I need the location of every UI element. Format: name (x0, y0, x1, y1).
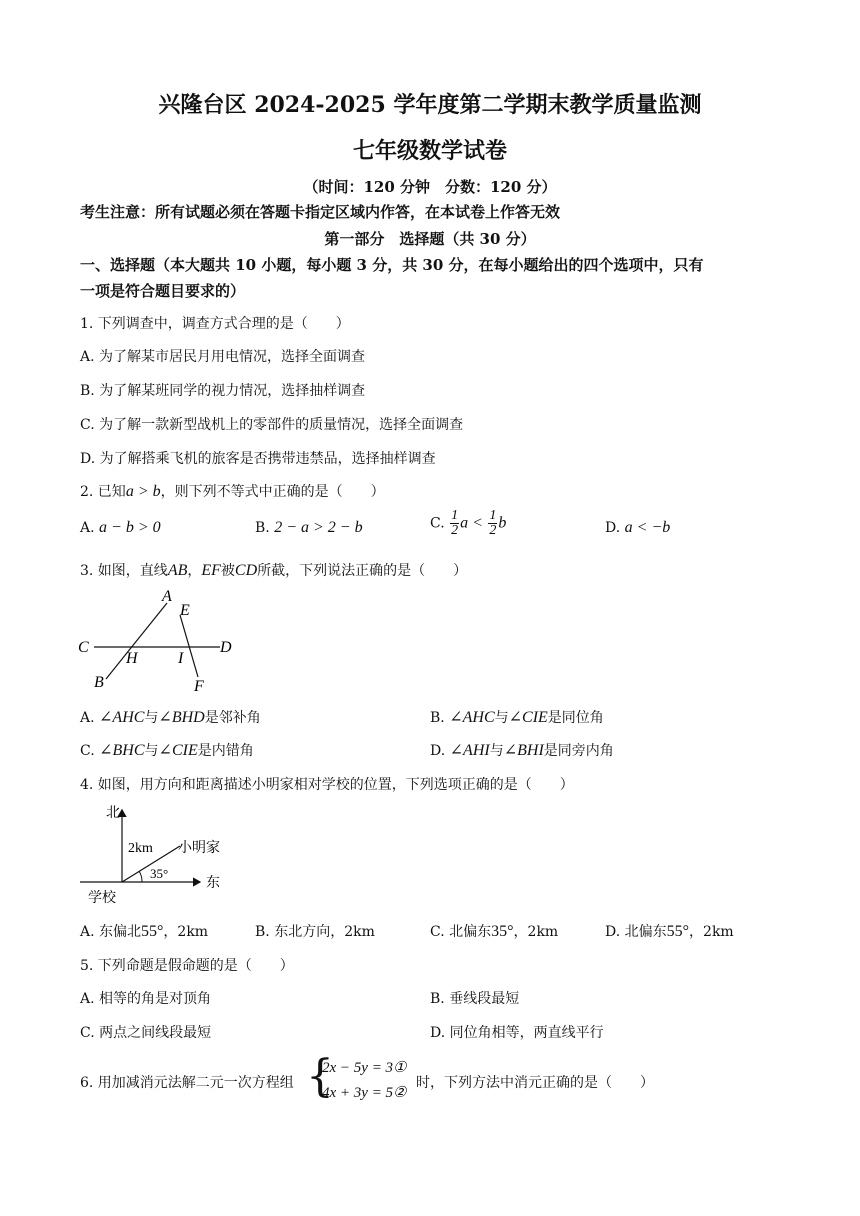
q4-option-a: A. 东偏北55°，2km (80, 923, 209, 940)
q6-stem-pre: 6. 用加减消元法解二元一次方程组 (80, 1075, 294, 1091)
distance-label: 2km (128, 841, 153, 856)
q6-equation-1: 2x − 5y = 3① (322, 1060, 407, 1076)
q5-stem: 5. 下列命题是假命题的是（ ） (80, 958, 294, 974)
q5-option-a: A. 相等的角是对顶角 (80, 991, 212, 1007)
part-title: 第一部分 选择题（共 30 分） (324, 230, 536, 248)
q2-stem: 2. 已知a > b，则下列不等式中正确的是（ ） (80, 483, 385, 500)
label-b: B (94, 674, 104, 691)
line-ab (106, 603, 167, 679)
q6-equation-2: 4x + 3y = 5② (322, 1085, 407, 1101)
q2-option-c: C. $\frac{1}{2}$ a < $\frac{1}{2}$ b (430, 508, 507, 538)
label-h: H (126, 650, 138, 667)
q3-option-c: C. ∠BHC与∠CIE是内错角 (80, 742, 254, 759)
label-f: F (194, 678, 204, 695)
q6-stem-post: 时，下列方法中消元正确的是（ ） (416, 1075, 654, 1091)
q1-option-d: D. 为了解搭乘飞机的旅客是否携带违禁品，选择抽样调查 (80, 451, 436, 467)
angle-label: 35° (150, 866, 169, 881)
q3-figure (70, 585, 250, 695)
q5-option-c: C. 两点之间线段最短 (80, 1025, 212, 1041)
east-label: 东 (206, 876, 220, 891)
q4-stem: 4. 如图，用方向和距离描述小明家相对学校的位置，下列选项正确的是（ ） (80, 777, 574, 793)
q2-option-d: D. a < −b (605, 519, 671, 536)
q4-figure (72, 800, 252, 910)
label-c: C (78, 639, 89, 656)
label-i: I (178, 650, 184, 667)
q4-option-d: D. 北偏东55°，2km (605, 923, 734, 940)
q3-stem: 3. 如图，直线AB，EF被CD所截，下列说法正确的是（ ） (80, 562, 468, 579)
q4-option-b: B. 东北方向，2km (255, 924, 375, 940)
exam-title: 兴隆台区 2024-2025 学年度第二学期末教学质量监测 (158, 92, 702, 118)
line-ef (180, 615, 198, 677)
north-label: 北 (106, 806, 120, 821)
q1-option-a: A. 为了解某市居民月用电情况，选择全面调查 (80, 349, 366, 365)
section-heading: 一、选择题（本大题共 10 小题，每小题 3 分，共 30 分，在每小题给出的四个选项中，只有 (80, 256, 704, 274)
q1-option-c: C. 为了解一款新型战机上的零部件的质量情况，选择全面调查 (80, 417, 464, 433)
q4-option-c: C. 北偏东35°，2km (430, 923, 559, 940)
exam-notice: 考生注意：所有试题必须在答题卡指定区域内作答，在本试卷上作答无效 (80, 203, 561, 221)
q1-option-b: B. 为了解某班同学的视力情况，选择抽样调查 (80, 383, 366, 399)
exam-subtitle: 七年级数学试卷 (352, 138, 507, 164)
q2-option-a: A. a − b > 0 (80, 519, 161, 536)
q3-option-b: B. ∠AHC与∠CIE是同位角 (430, 709, 604, 726)
q1-stem: 1. 下列调查中，调查方式合理的是（ ） (80, 316, 350, 332)
time-info: （时间：120 分钟 分数：120 分） (303, 178, 557, 196)
section-heading-cont: 一项是符合题目要求的） (80, 282, 246, 300)
q3-option-a: A. ∠AHC与∠BHD是邻补角 (80, 709, 261, 726)
label-a: A (162, 588, 172, 605)
label-d: D (220, 639, 232, 656)
q2-option-b: B. 2 − a > 2 − b (255, 519, 363, 536)
home-label: 小明家 (178, 841, 220, 856)
angle-arc (139, 871, 142, 882)
label-e: E (180, 602, 190, 619)
equation-brace: { (306, 1051, 334, 1102)
q5-option-b: B. 垂线段最短 (430, 991, 520, 1007)
school-label: 学校 (88, 891, 116, 906)
q3-option-d: D. ∠AHI与∠BHI是同旁内角 (430, 742, 614, 759)
q5-option-d: D. 同位角相等，两直线平行 (430, 1025, 604, 1041)
